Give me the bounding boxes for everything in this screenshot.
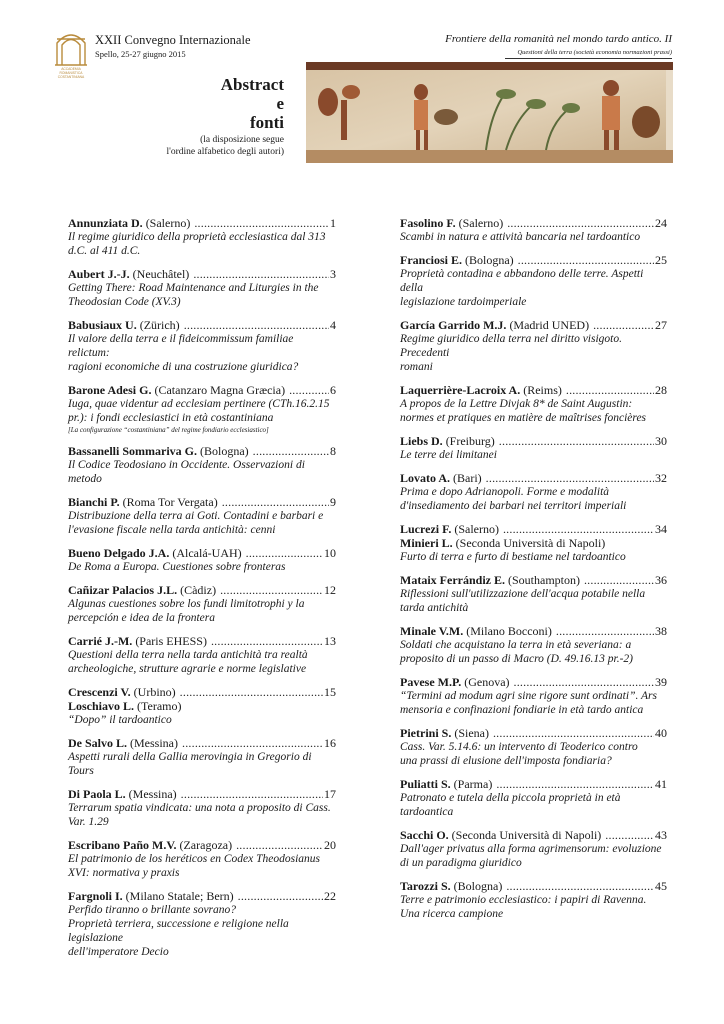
author-affiliation: (Salerno) [454, 522, 499, 536]
paper-title-line: Aspetti rurali della Gallia merovingia in Gregorio di [68, 751, 312, 763]
series-subtitle: Questioni della terra (società economia normazioni prassi) [517, 49, 672, 56]
entry-author-line [400, 675, 667, 689]
leader-dots [507, 216, 654, 230]
author-affiliation: (Bologna) [465, 253, 514, 267]
conference-dates: Spello, 25-27 giugno 2015 [95, 49, 186, 59]
paper-title-line: “Termini ad modum agri sine rigore sunt ordinati”. Ars [400, 690, 657, 702]
coauthor-name: Minieri L. [400, 536, 453, 550]
index-entry [68, 685, 336, 727]
author-name: Puliatti S. [400, 777, 451, 791]
author-affiliation: (Parma) [453, 777, 493, 791]
author-name: Annunziata D. [68, 216, 143, 230]
author-affiliation: (Roma Tor Vergata) [122, 495, 218, 509]
author-name: Laquerrière-Lacroix A. [400, 383, 521, 397]
paper-title-line: Una ricerca campione [400, 908, 504, 920]
author-affiliation: (Alcalá-UAH) [172, 546, 242, 560]
paper-title-line: Theodosian Code (XV.3) [68, 296, 181, 308]
author-affiliation: (Bari) [453, 471, 482, 485]
entry-author-line [400, 777, 667, 791]
entry-author-line [400, 471, 667, 485]
author-name: Bianchi P. [68, 495, 120, 509]
author-affiliation: (Salerno) [145, 216, 191, 230]
index-entry [68, 495, 336, 537]
leader-dots [506, 879, 654, 893]
author-name: Cañizar Palacios J.L. [68, 583, 178, 597]
conference-title: XXII Convegno Internazionale [95, 33, 251, 47]
paper-title-line: Proprietà contadina e abbandono delle terre. Aspetti della [400, 268, 644, 294]
author-affiliation: (Siena) [454, 726, 489, 740]
paper-title-line: Proprietà terriera, successione e religione nella legislazione [68, 918, 289, 944]
author-affiliation: (Urbino) [133, 685, 176, 699]
paper-title-line: Dall'ager privatus alla forma agrimensorum: evoluzione [400, 843, 662, 855]
page-number: 12 [324, 583, 336, 597]
entry-author-line [68, 495, 336, 509]
leader-dots [194, 216, 329, 230]
page-number: 15 [324, 685, 336, 699]
entry-author-line [68, 318, 336, 332]
leader-dots [193, 267, 329, 281]
index-entry [400, 318, 667, 374]
paper-title-line: d.C. al 411 d.C. [68, 245, 141, 257]
author-affiliation: (Freiburg) [445, 434, 495, 448]
page-number: 45 [655, 879, 667, 893]
entry-author-line [400, 726, 667, 740]
page-number: 30 [655, 434, 667, 448]
leader-dots [181, 787, 323, 801]
paper-title-line: Scambi in natura e attività bancaria nel tardoantico [400, 231, 641, 243]
entry-author-line [68, 267, 336, 281]
leader-dots [211, 634, 323, 648]
paper-title-line: Regime giuridico della terra nel diritto visigoto. Precedenti [400, 333, 622, 359]
index-entry [400, 777, 667, 819]
page-number: 27 [655, 318, 667, 332]
entry-author-line [68, 634, 336, 648]
author-affiliation: (Southampton) [507, 573, 580, 587]
entry-author-line [400, 216, 667, 230]
abstract-heading [166, 75, 284, 158]
author-name: Pietrini S. [400, 726, 452, 740]
header-divider [505, 58, 672, 59]
leader-dots [238, 889, 323, 903]
author-name: Aubert J.-J. [68, 267, 130, 281]
author-affiliation: (Messina) [130, 736, 179, 750]
page-number: 17 [324, 787, 336, 801]
author-name: Fargnoli I. [68, 889, 123, 903]
paper-subnote: [La configurazione “costantiniana” del regime fondiario ecclesiastico] [68, 426, 269, 434]
entry-author-line [68, 787, 336, 801]
author-name: Escribano Paño M.V. [68, 838, 177, 852]
entry-coauthor-line [400, 536, 667, 550]
page-number: 3 [330, 267, 336, 281]
paper-title-line: Prima e dopo Adrianopoli. Forme e modalità [400, 486, 610, 498]
paper-title-line: Cass. Var. 5.14.6: un intervento di Teoderico contro [400, 741, 638, 753]
author-affiliation: (Zürich) [139, 318, 180, 332]
index-entry [400, 624, 667, 666]
index-entry [400, 675, 667, 717]
leader-dots [584, 573, 654, 587]
index-column-right [400, 216, 667, 930]
author-affiliation: (Neuchâtel) [132, 267, 190, 281]
paper-title-line: di un paradigma giuridico [400, 857, 522, 869]
leader-dots [184, 318, 329, 332]
paper-title-line: Getting There: Road Maintenance and Liturgies in the [68, 282, 319, 294]
entry-author-line [68, 383, 336, 397]
paper-title-line: proposito di un passo di Macro (D. 49.16.13 pr.-2) [400, 653, 633, 665]
paper-title-line: XVI: normativa y praxis [68, 867, 180, 879]
entry-author-line [68, 736, 336, 750]
leader-dots [605, 828, 654, 842]
paper-title-line: De Roma a Europa. Cuestiones sobre fronteras [68, 561, 286, 573]
paper-title-line: percepción e idea de la frontera [68, 612, 216, 624]
roman-mosaic-image [306, 62, 673, 163]
index-entry [400, 434, 667, 462]
page-number: 43 [655, 828, 667, 842]
paper-title-line: Tours [68, 765, 94, 777]
index-entry [68, 889, 336, 959]
heading-fonti: fonti [250, 113, 284, 132]
page-number: 41 [655, 777, 667, 791]
page-number: 22 [324, 889, 336, 903]
paper-title-line: Riflessioni sull'utilizzazione dell'acqua potabile nella [400, 588, 646, 600]
page-number: 20 [324, 838, 336, 852]
author-name: Franciosi E. [400, 253, 462, 267]
page-number: 24 [655, 216, 667, 230]
page-number: 40 [655, 726, 667, 740]
leader-dots [503, 522, 654, 536]
author-name: De Salvo L. [68, 736, 128, 750]
page-number: 6 [330, 383, 336, 397]
paper-title-line: mensoria e confinazioni fondiarie in età tardo antica [400, 704, 644, 716]
paper-title-line: metodo [68, 473, 102, 485]
paper-title-line: pr.): i fondi ecclesiastici in età costantiniana [68, 412, 274, 424]
entry-author-line [400, 383, 667, 397]
paper-title-line: Il regime giuridico della proprietà ecclesiastica dal 313 [68, 231, 326, 243]
leader-dots [182, 736, 323, 750]
series-title: Frontiere della romanità nel mondo tardo antico. II [445, 33, 672, 45]
coauthor-affiliation: (Teramo) [137, 699, 182, 713]
author-affiliation: (Milano Bocconi) [466, 624, 552, 638]
entry-author-line [68, 546, 336, 560]
ordering-note-2: l'ordine alfabetico degli autori) [166, 147, 284, 157]
leader-dots [253, 444, 329, 458]
entry-author-line [400, 879, 667, 893]
leader-dots [514, 675, 654, 689]
author-name: Lovato A. [400, 471, 451, 485]
page-number: 16 [324, 736, 336, 750]
author-name: García Garrido M.J. [400, 318, 507, 332]
author-affiliation: (Salerno) [458, 216, 504, 230]
academy-logo-icon [52, 25, 90, 79]
author-affiliation: (Catanzaro Magna Græcia) [154, 383, 286, 397]
index-entry [400, 383, 667, 425]
entry-author-line [68, 216, 336, 230]
index-entry [68, 318, 336, 374]
paper-title-line: tarda antichità [400, 602, 469, 614]
index-entry [400, 879, 667, 921]
author-affiliation: (Seconda Università di Napoli) [451, 828, 602, 842]
logo-text-1: ACCADEMIA [61, 67, 81, 71]
heading-abstract: Abstract [220, 75, 284, 94]
paper-title-line: Distribuzione della terra ai Goti. Contadini e barbari e [68, 510, 324, 522]
coauthor-name: Loschiavo L. [68, 699, 135, 713]
index-entry [68, 838, 336, 880]
leader-dots [222, 495, 329, 509]
author-affiliation: (Bologna) [200, 444, 249, 458]
paper-title-line: “Dopo” il tardoantico [68, 714, 172, 726]
entry-author-line [68, 838, 336, 852]
entry-author-line [68, 583, 336, 597]
page-number: 34 [655, 522, 667, 536]
coauthor-affiliation: (Seconda Università di Napoli) [455, 536, 606, 550]
paper-title-line: Perfido tiranno o brillante sovrano? [68, 904, 237, 916]
index-entry [68, 216, 336, 258]
page-number: 8 [330, 444, 336, 458]
leader-dots [246, 546, 323, 560]
index-entry [400, 828, 667, 870]
paper-title-line: ragioni economiche di una costruzione giuridica? [68, 361, 299, 373]
paper-title-line: Il valore della terra e il fideicommissum familiae relictum: [68, 333, 294, 359]
paper-title-line: Furto di terra e furto di bestiame nel tardoantico [400, 551, 626, 563]
entry-author-line [68, 444, 336, 458]
entry-author-line [400, 253, 667, 267]
author-name: Di Paola L. [68, 787, 126, 801]
paper-title-line: Terrarum spatia vindicata: una nota a proposito di Cass. [68, 802, 331, 814]
heading-e: e [276, 94, 284, 113]
entry-author-line [400, 434, 667, 448]
author-name: Fasolino F. [400, 216, 456, 230]
paper-title-line: tardoantica [400, 806, 454, 818]
leader-dots [236, 838, 323, 852]
index-entry [400, 522, 667, 564]
index-entry [400, 573, 667, 615]
author-affiliation: (Bologna) [453, 879, 503, 893]
paper-title-line: archeologiche, strutture agrarie e norme legislative [68, 663, 307, 675]
index-entry [68, 383, 336, 435]
paper-title-line: Terre e patrimonio ecclesiastico: i papiri di Ravenna. [400, 894, 647, 906]
page-number: 39 [655, 675, 667, 689]
index-entry [68, 787, 336, 829]
leader-dots [486, 471, 654, 485]
page-number: 36 [655, 573, 667, 587]
author-name: Carrié J.-M. [68, 634, 133, 648]
page-number: 25 [655, 253, 667, 267]
author-name: Sacchi O. [400, 828, 449, 842]
author-affiliation: (Zaragoza) [179, 838, 233, 852]
author-affiliation: (Paris EHESS) [135, 634, 207, 648]
author-affiliation: (Genova) [464, 675, 510, 689]
entry-author-line [68, 685, 336, 699]
paper-title-line: d'insediamento dei barbari nei territori imperiali [400, 500, 627, 512]
paper-title-line: una prassi di elusione dell'imposta fondiaria? [400, 755, 612, 767]
author-affiliation: (Reims) [523, 383, 562, 397]
author-name: Minale V.M. [400, 624, 464, 638]
leader-dots [220, 583, 323, 597]
index-entry [68, 634, 336, 676]
author-name: Mataix Ferrándiz E. [400, 573, 505, 587]
index-entry [400, 726, 667, 768]
paper-title-line: romani [400, 361, 433, 373]
paper-title-line: Questioni della terra nella tarda antichità tra realtà [68, 649, 308, 661]
author-name: Crescenzi V. [68, 685, 131, 699]
leader-dots [566, 383, 654, 397]
author-affiliation: (Milano Statale; Bern) [125, 889, 234, 903]
ordering-note-1: (la disposizione segue [200, 135, 284, 145]
page-number: 10 [324, 546, 336, 560]
author-name: Tarozzi S. [400, 879, 451, 893]
paper-title-line: Algunas cuestiones sobre los fundi limitotrophi y la [68, 598, 305, 610]
leader-dots [593, 318, 654, 332]
page-number: 38 [655, 624, 667, 638]
paper-title-line: El patrimonio de los heréticos en Codex Theodosianus [68, 853, 321, 865]
index-entry [400, 471, 667, 513]
paper-title-line: normes et pratiques en matière de maîtrises foncières [400, 412, 647, 424]
author-affiliation: (Madrid UNED) [509, 318, 590, 332]
entry-coauthor-line [68, 699, 336, 713]
entry-author-line [400, 624, 667, 638]
entry-author-line [68, 889, 336, 903]
author-name: Babusiaux U. [68, 318, 137, 332]
paper-title-line: Le terre dei limitanei [400, 449, 497, 461]
author-name: Barone Adesi G. [68, 383, 152, 397]
leader-dots [289, 383, 329, 397]
author-name: Bassanelli Sommariva G. [68, 444, 198, 458]
index-entry [400, 216, 667, 244]
paper-title-line: legislazione tardoimperiale [400, 296, 527, 308]
page-number: 4 [330, 318, 336, 332]
paper-title-line: l'evasione fiscale nella tarda antichità: cenni [68, 524, 276, 536]
index-entry [68, 267, 336, 309]
leader-dots [496, 777, 654, 791]
entry-author-line [400, 828, 667, 842]
leader-dots [556, 624, 654, 638]
index-entry [68, 736, 336, 778]
author-affiliation: (Messina) [128, 787, 177, 801]
index-entry [68, 583, 336, 625]
page-number: 32 [655, 471, 667, 485]
leader-dots [493, 726, 654, 740]
author-name: Pavese M.P. [400, 675, 462, 689]
page-number: 1 [330, 216, 336, 230]
entry-author-line [400, 318, 667, 332]
index-entry [68, 546, 336, 574]
paper-title-line: Var. 1.29 [68, 816, 109, 828]
paper-title-line: A propos de la Lettre Divjak 8* de Saint Augustin: [400, 398, 633, 410]
page-number: 28 [655, 383, 667, 397]
leader-dots [499, 434, 654, 448]
author-name: Liebs D. [400, 434, 443, 448]
leader-dots [180, 685, 323, 699]
page-number: 13 [324, 634, 336, 648]
index-entry [400, 253, 667, 309]
paper-title-line: Iuga, quae videntur ad ecclesiam pertinere (CTh.16.2.15 [68, 398, 330, 410]
author-name: Bueno Delgado J.A. [68, 546, 170, 560]
entry-author-line [400, 573, 667, 587]
paper-title-line: Soldati che acquistano la terra in età severiana: a [400, 639, 632, 651]
author-name: Lucrezi F. [400, 522, 452, 536]
entry-author-line [400, 522, 667, 536]
leader-dots [518, 253, 654, 267]
paper-title-line: dell'imperatore Decio [68, 946, 169, 958]
index-column-left [68, 216, 336, 968]
logo-text-3: COSTANTINIANA [57, 75, 85, 79]
author-affiliation: (Càdiz) [180, 583, 217, 597]
paper-title-line: Patronato e tutela della piccola proprietà in età [400, 792, 621, 804]
page-number: 9 [330, 495, 336, 509]
index-entry [68, 444, 336, 486]
paper-title-line: Il Codice Teodosiano in Occidente. Osservazioni di [68, 459, 305, 471]
logo-text-2: ROMANISTICA [59, 71, 83, 75]
